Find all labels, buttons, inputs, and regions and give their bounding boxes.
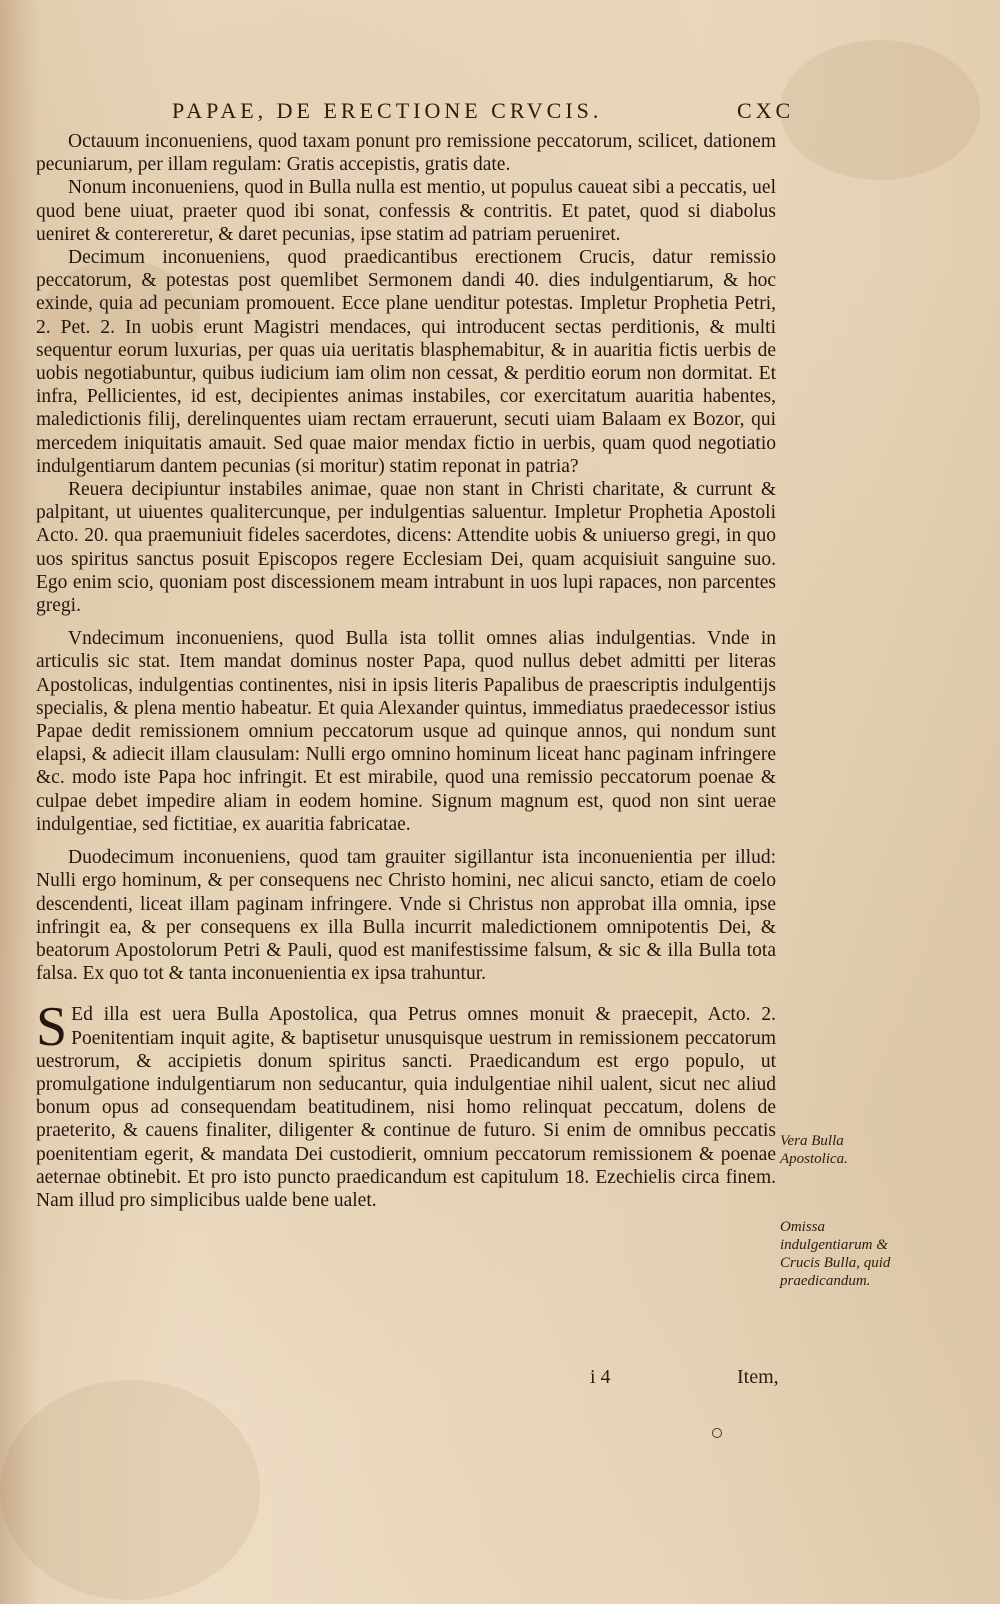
page-footer (590, 1366, 790, 1396)
paragraph-reuera: Reuera decipiuntur instabiles animae, quae non stant in Christi charitate, & currunt & palpitant, ut uiuentes qualitercunque, per indulgentias saluentur. Impletur Prophetia Apostoli Acto. 20. qua praemuniuit fideles sacerdotes, dicens: Attendite uobis & uniuerso gregi, in quo uos spiritus sanctus posuit Episcopos regere Ecclesiam Dei, quam acquisiuit sanguine suo. Ego enim scio, quoniam post discessionem meam intrabunt in uos lupi rapaces, non parcentes gregi. (36, 479, 776, 617)
marginal-note-vera-bulla: Vera Bulla Apostolica. (780, 1133, 848, 1167)
main-text (36, 130, 776, 1212)
initial-letter: S (36, 996, 68, 1059)
paragraph-decimum: Decimum inconueniens, quod praedicantibus erectionem Crucis, datur remissio peccatorum, & potestas post quemlibet Sermonem dandi 40. dies indulgentiarum, & hoc exinde, quia ad pecuniam promouent. Ecce plane uenditur potestas. Impletur Prophetia Petri, 2. Pet. 2. In uobis erunt Magistri mendaces, qui introducent sectas perditionis, & multi sequentur eorum luxurias, per quas uia ueritatis blasphemabitur, & in auaritia fictis uerbis de uobis negotiabuntur, quibus iudicium iam olim non cessat, & perditio eorum non dormitat. Et infra, Pellicientes, id est, decipientes animas instabiles, cor exercitatum auaritia habentes, maledictionis filij, derelinquentes uiam rectam errauerunt, secuti uiam Balaam ex Bozor, qui mercedem iniquitatis amauit. Sed quae maior mendax fictio in uerbis, quam quod negotiatio indulgentiarum dantem pecunias (si moritur) statim reponat in patria? (36, 247, 776, 477)
paper-stain (780, 40, 980, 180)
paragraph-final-text: Ed illa est uera Bulla Apostolica, qua Petrus omnes monuit & praecepit, Acto. 2. Poenitentiam inquit agite, & baptisetur unusquisque uestrum in remissionem peccatorum uestrorum, & accipietis donum spiritus sancti. Praedicandum est ergo populo, ut promulgatione indulgentiarum non seducantur, quia indulgentiae nihil ualent, sicut nec aliud bonum opus ad consequendam beatitudinem, nisi homo relinquat peccatum, dolens de praeterito, & cauens finaliter, diligenter & continue de futuro. Si enim de omnibus peccatis poenitentiam egerit, & mandata Dei custodierit, omnium peccatorum remissionem & poenae aeternae obtinebit. Et pro isto puncto praedicandum est capitulum 18. Ezechielis circa finem. Nam illud pro simplicibus ualde bene ualet. (36, 1004, 776, 1211)
signature-mark: i 4 (590, 1366, 611, 1388)
paragraph-vndecimum: Vndecimum inconueniens, quod Bulla ista tollit omnes alias indulgentias. Vnde in articulis sic stat. Item mandat dominus noster Papa, quod nullus debet admitti per literas Apostolicas, indulgentias continentes, nisi in ipsis literis Papalibus de praescriptis indulgentijs specialis, & plena mentio habeatur. Et quia Alexander quintus, immediatus praedecessor istius Papae dedit remissionem omnium peccatorum usque ad quinque annos, qui nondum sunt elapsi, & adiecit illam clausulam: Nulli ergo omnino hominum liceat hanc paginam infringere &c. modo iste Papa hoc infringit. Et est mirabile, quod una remissio peccatorum poenae & culpae debet impedire aliam in eodem homine. Signum magnum est, quod non sint uerae indulgentiae, sed fictitiae, ex auaritia fabricatae. (36, 628, 776, 835)
paragraph-final (36, 996, 776, 1212)
paragraph-octauum: Octauum inconueniens, quod taxam ponunt pro remissione peccatorum, scilicet, dationem pecuniarum, per illam regulam: Gratis accepistis, gratis date. (36, 131, 776, 176)
catchword: Item, (737, 1366, 779, 1388)
pinhole-mark (712, 1428, 722, 1438)
paragraph-duodecimum: Duodecimum inconueniens, quod tam grauiter sigillantur ista inconuenientia per illud: Nulli ergo hominum, & per consequens nec Christo homini, nec alicui sancto, etiam de coelo descendenti, liceat illam paginam infringere. Vnde si Christus non approbat illa omnia, ipse infringit ea, & per consequens ex illa Bulla incurrit maledictionem omnipotentis Dei, & beatorum Apostolorum Petri & Pauli, quod est manifestissime falsum, & sic & illa Bulla tota falsa. Ex quo tot & tanta inconuenientia ex ipsa trahuntur. (36, 847, 776, 985)
running-title: PAPAE, DE ERECTIONE CRVCIS. (172, 98, 603, 123)
folio-number: CXC (737, 98, 795, 123)
marginal-note-omissa: Omissa indulgentiarum & Crucis Bulla, quid praedicandum. (780, 1219, 891, 1289)
paragraph-nonum: Nonum inconueniens, quod in Bulla nulla est mentio, ut populus caueat sibi a peccatis, uel quod bene uiuat, praeter quod ibi sonat, confessis & contritis. Et patet, quod si diabolus ueniret & contereretur, & daret pecunias, ipse statim ad patriam perueniret. (36, 177, 776, 245)
running-header (172, 98, 795, 128)
paper-stain (0, 1380, 260, 1600)
